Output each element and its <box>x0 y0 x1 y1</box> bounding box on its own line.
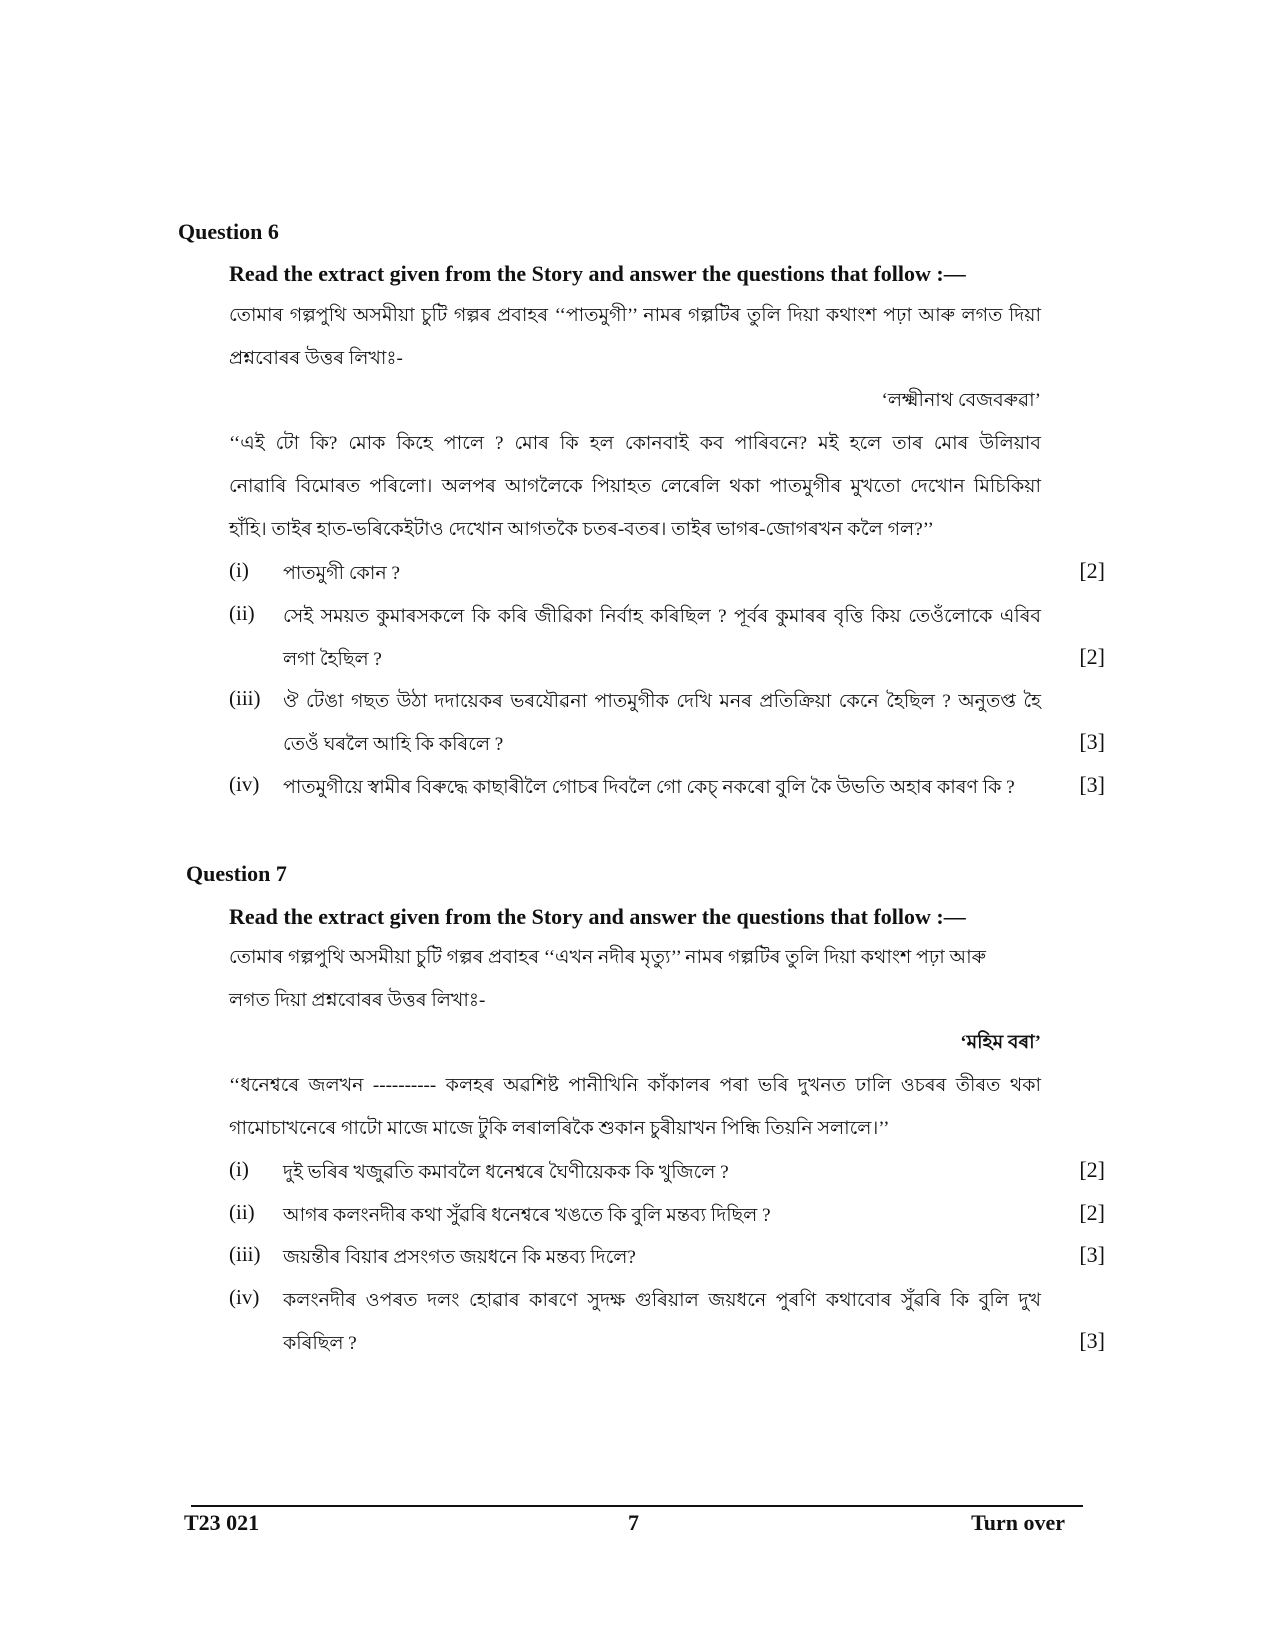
question-7-title: Question 7 <box>186 861 287 886</box>
question-7-sub-iii-marks: [3] <box>1079 1242 1105 1267</box>
question-7-sub-iv-number: (iv) <box>229 1285 260 1309</box>
question-7-sub-ii-text: আগৰ কলংনদীৰ কথা সুঁৱৰি ধনেশ্বৰে খঙতে কি বুলি মন্তব্য দিছিল ? <box>283 1205 771 1226</box>
question-6-sub-iv-marks: [3] <box>1079 772 1105 797</box>
question-6-extract-line-1: ‘‘এই টো কি? মোক কিহে পালে ? মোৰ কি হল কোনবাই কব পাৰিবনে? মই হলে তাৰ মোৰ উলিয়াব <box>229 433 1041 454</box>
question-7-sub-i-marks: [2] <box>1079 1157 1105 1182</box>
footer-page-number: 7 <box>628 1510 639 1535</box>
question-6-sub-i-number: (i) <box>229 558 249 582</box>
question-6-intro-line-1: তোমাৰ গল্পপুথি অসমীয়া চুটি গল্পৰ প্ৰবাহৰ ‘‘পাতমুগী’’ নামৰ গল্পটিৰ তুলি দিয়া কথাংশ পঢ়া আৰু লগত দিয়া <box>229 305 1041 326</box>
question-7-sub-iii-number: (iii) <box>229 1242 261 1266</box>
question-6-sub-ii-number: (ii) <box>229 601 255 625</box>
question-6-intro-line-2: প্ৰশ্নবোৰৰ উত্তৰ লিখাঃ- <box>229 348 403 369</box>
question-7-sub-iv-text-line-2: কৰিছিল ? <box>283 1333 357 1354</box>
question-7-sub-iv-marks: [3] <box>1079 1328 1105 1353</box>
question-7-sub-iv-text-line-1: কলংনদীৰ ওপৰত দলং হোৱাৰ কাৰণে সুদক্ষ গুৰিয়াল জয়ধনে পুৰণি কথাবোৰ সুঁৱৰি কি বুলি দুখ <box>283 1290 1041 1311</box>
question-7-instruction: Read the extract given from the Story and answer the questions that follow :— <box>229 904 966 929</box>
question-6-title: Question 6 <box>178 219 279 244</box>
footer-rule <box>191 1505 1083 1507</box>
question-6-sub-iv-text: পাতমুগীয়ে স্বামীৰ বিৰুদ্ধে কাছাৰীলৈ গোচৰ দিবলৈ গো কেচ্‌ নকৰো বুলি কৈ উভতি অহাৰ কাৰণ কি ? <box>283 777 1015 798</box>
question-6-extract-line-2: নোৱাৰি বিমোৰত পৰিলো। অলপৰ আগলৈকে পিয়াহত লেৰেলি থকা পাতমুগীৰ মুখতো দেখোন মিচিকিয়া <box>229 476 1041 497</box>
question-7-extract-line-1: ‘‘ধনেশ্বৰে জলখন ---------- কলহৰ অৱশিষ্ট পানীখিনি কাঁকালৰ পৰা ভৰি দুখনত ঢালি ওচৰৰ তীৰত থকা <box>229 1075 1041 1096</box>
question-7-extract-line-2: গামোচাখনেৰে গাটো মাজে মাজে টুকি লৰালৰিকৈ শুকান চুৰীয়াখন পিন্ধি তিয়নি সলালে।’’ <box>229 1118 890 1139</box>
question-6-sub-ii-marks: [2] <box>1079 644 1105 669</box>
question-6-sub-iii-number: (iii) <box>229 686 261 710</box>
question-7-sub-i-text: দুই ভৰিৰ খজুৱতি কমাবলৈ ধনেশ্বৰে ঘৈণীয়েকক কি খুজিলে ? <box>283 1162 729 1183</box>
question-6-sub-ii-text-line-1: সেই সময়ত কুমাৰসকলে কি কৰি জীৱিকা নিৰ্বাহ কৰিছিল ? পূৰ্বৰ কুমাৰৰ বৃত্তি কিয় তেওঁলোকে এৰিব <box>283 606 1041 627</box>
question-7-sub-iii-text: জয়ন্তীৰ বিয়াৰ প্ৰসংগত জয়ধনে কি মন্তব্য দিলে? <box>283 1247 636 1268</box>
footer-paper-code: T23 021 <box>184 1510 260 1535</box>
question-6-instruction: Read the extract given from the Story and answer the questions that follow :— <box>229 261 966 286</box>
question-7-sub-i-number: (i) <box>229 1157 249 1181</box>
question-6-sub-iii-text-line-1: ঔ টেঙা গছত উঠা দদায়েকৰ ভৰযৌৱনা পাতমুগীক দেখি মনৰ প্ৰতিক্ৰিয়া কেনে হৈছিল ? অনুতপ্ত হৈ <box>283 691 1041 712</box>
question-7-sub-ii-number: (ii) <box>229 1200 255 1224</box>
question-7-intro-line-1: তোমাৰ গল্পপুথি অসমীয়া চুটি গল্পৰ প্ৰবাহৰ ‘‘এখন নদীৰ মৃত্যু’’ নামৰ গল্পটিৰ তুলি দিয়া কথাংশ পঢ়া আৰু <box>229 947 986 968</box>
question-7-sub-ii-marks: [2] <box>1079 1200 1105 1225</box>
question-6-sub-i-marks: [2] <box>1079 558 1105 583</box>
question-7-intro-line-2: লগত দিয়া প্ৰশ্নবোৰৰ উত্তৰ লিখাঃ- <box>229 990 486 1011</box>
question-6-extract-line-3: হাঁহি। তাইৰ হাত-ভৰিকেইটাও দেখোন আগতকৈ চতৰ-বতৰ। তাইৰ ভাগৰ-জোগৰখন কলৈ গল?’’ <box>229 519 934 540</box>
question-6-sub-iii-text-line-2: তেওঁ ঘৰলৈ আহি কি কৰিলে ? <box>283 734 504 755</box>
footer-turn-over: Turn over <box>971 1510 1065 1535</box>
question-7-author: ‘মহিম বৰা’ <box>960 1032 1041 1053</box>
question-6-sub-iv-number: (iv) <box>229 772 260 796</box>
question-6-author: ‘লক্ষ্মীনাথ বেজবৰুৱা’ <box>881 390 1041 411</box>
question-6-sub-iii-marks: [3] <box>1079 729 1105 754</box>
question-6-sub-i-text: পাতমুগী কোন ? <box>283 563 400 584</box>
question-6-sub-ii-text-line-2: লগা হৈছিল ? <box>283 649 382 670</box>
